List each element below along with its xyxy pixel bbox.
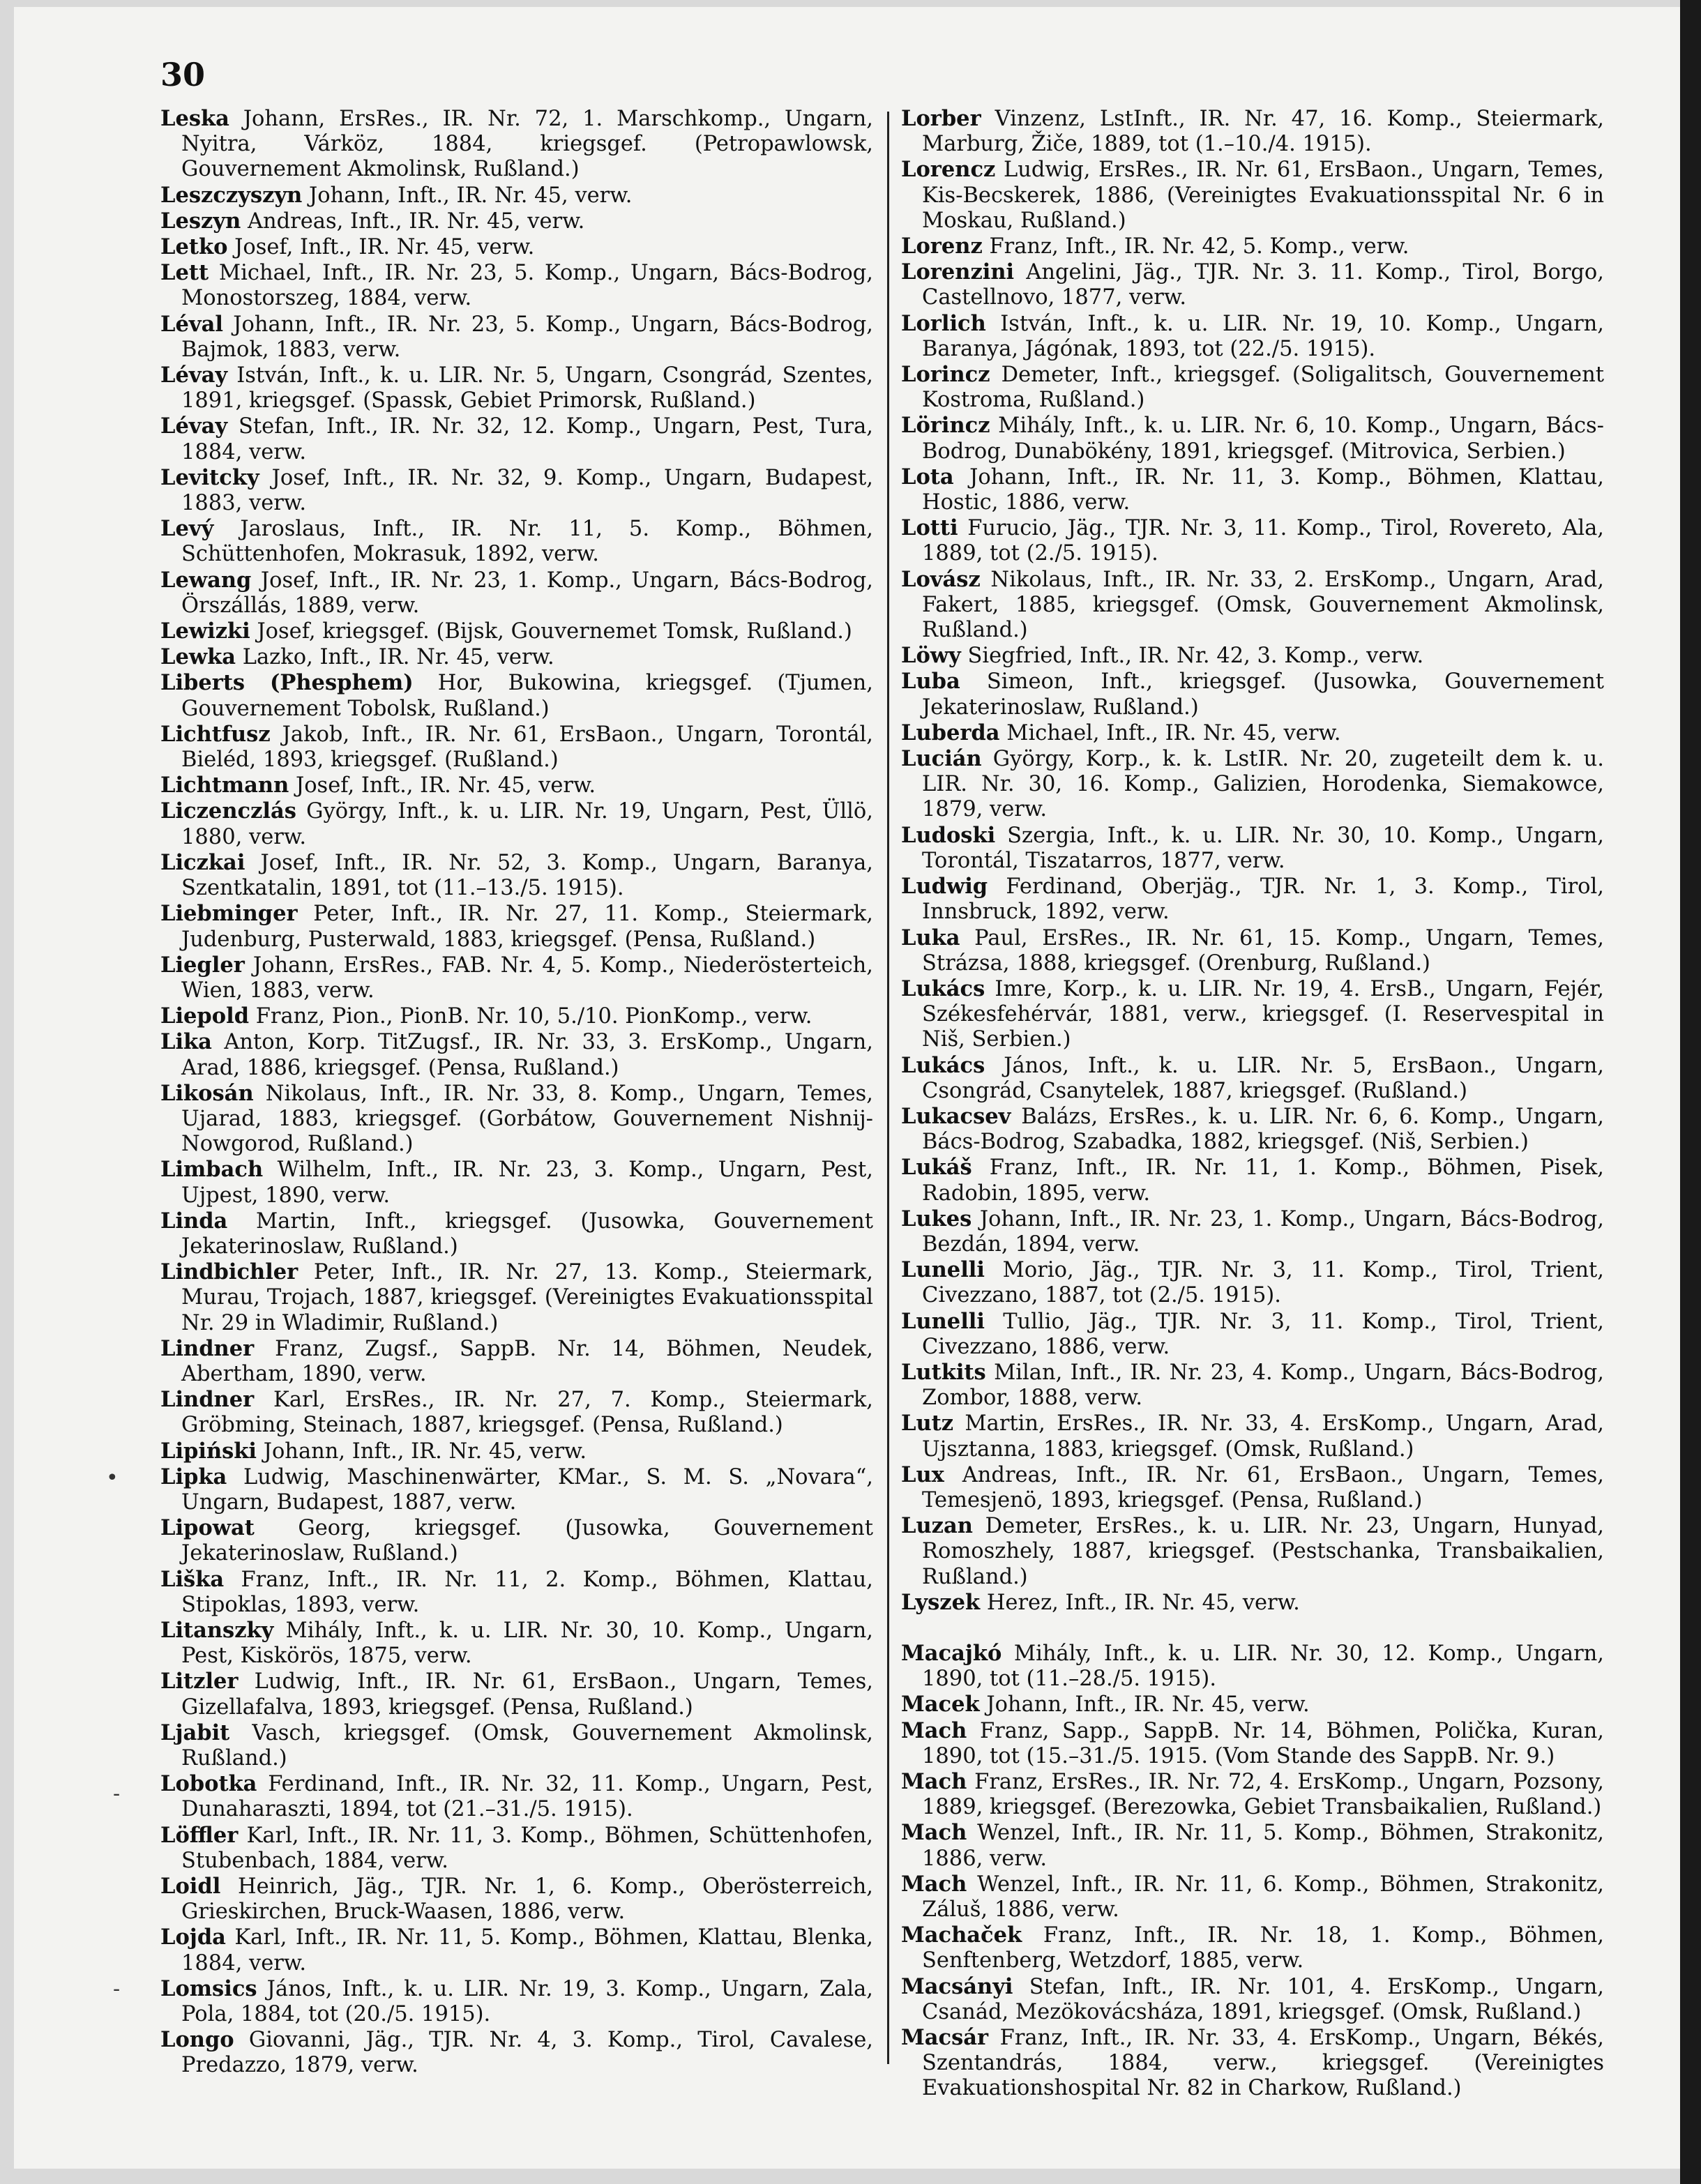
entry-surname: Lorlich [901,310,986,336]
entry-details: Johann, ErsRes., IR. Nr. 72, 1. Marschkomp., Ungarn, Nyitra, Várköz, 1884, kriegsgef. (Petropawlowsk, Gouvernement Akmolinsk, Rußland.) [181,107,874,182]
entry-details: Franz, Pion., PionB. Nr. 10, 5./10. PionKomp., verw. [255,1004,812,1029]
entry-surname: Luka [901,925,960,950]
entry-details: Balázs, ErsRes., k. u. LIR. Nr. 6, 6. Komp., Ungarn, Bács-Bodrog, Szabadka, 1882, kriegsgef. (Niš, Serbien.) [922,1104,1604,1155]
entry-details: György, Inft., k. u. LIR. Nr. 19, Ungarn, Pest, Üllö, 1880, verw. [181,799,873,849]
entry-surname: Lukes [901,1206,972,1231]
register-entry [160,2027,873,2078]
register-entry [160,1259,873,1336]
register-entry [160,1720,873,1771]
entry-details: Imre, Korp., k. u. LIR. Nr. 19, 4. ErsB., Ungarn, Fejér, Székesfehérvár, 1881, verw., kriegsgef. (I. Reservespital in Niš, Serbien.) [922,976,1604,1052]
register-entry [901,1923,1604,1973]
register-entry [160,1464,873,1515]
entry-details: Mihály, Inft., k. u. LIR. Nr. 30, 10. Komp., Ungarn, Pest, Kiskörös, 1875, verw. [181,1618,874,1669]
register-entry [160,312,873,363]
register-entry [160,106,873,183]
entry-surname: Ludoski [901,822,996,848]
register-entry [160,1029,873,1080]
entry-details: Jakob, Inft., IR. Nr. 61, ErsBaon., Ungarn, Torontál, Bieléd, 1893, kriegsgef. (Rußland.) [181,722,873,773]
register-entry [901,720,1604,746]
register-entry [901,2025,1604,2102]
entry-surname: Lorencz [901,157,996,183]
entry-details: Josef, Inft., IR. Nr. 45, verw. [295,773,596,798]
register-entry [160,619,873,644]
entry-surname: Luzan [901,1513,973,1539]
entry-surname: Lobotka [160,1771,257,1797]
entry-surname: Lotti [901,515,958,541]
entry-details: Josef, Inft., IR. Nr. 45, verw. [234,235,535,260]
register-entry [901,1104,1604,1155]
register-entry [901,1590,1604,1616]
entry-details: Andreas, Inft., IR. Nr. 45, verw. [247,208,585,234]
entry-details: Johann, Inft., IR. Nr. 23, 5. Komp., Ungarn, Bács-Bodrog, Bajmok, 1883, verw. [181,312,873,362]
entry-surname: Lukács [901,976,985,1001]
register-entry [160,773,873,798]
register-entry [160,1208,873,1259]
entry-details: Ludwig, ErsRes., IR. Nr. 61, ErsBaon., Ungarn, Temes, Kis-Becskerek, 1886, (Vereinigtes Evakuationsspital Nr. 6 in Moskau, Rußland.) [922,158,1604,233]
entry-surname: Lichtmann [160,773,289,798]
register-entry [160,1823,873,1874]
entry-surname: Lomsics [160,1976,257,2001]
register-entry [160,465,873,516]
entry-details: Szergia, Inft., k. u. LIR. Nr. 30, 10. Komp., Ungarn, Torontál, Tiszatarros, 1877, verw. [922,823,1604,873]
entry-details: Franz, Inft., IR. Nr. 18, 1. Komp., Böhmen, Senftenberg, Wetzdorf, 1885, verw. [922,1923,1604,1973]
entry-details: Johann, Inft., IR. Nr. 23, 1. Komp., Ungarn, Bács-Bodrog, Bezdán, 1894, verw. [922,1206,1604,1257]
entry-details: Morio, Jäg., TJR. Nr. 3, 11. Komp., Tirol, Trient, Civezzano, 1887, tot (2./5. 1915). [922,1258,1604,1308]
entry-details: Ferdinand, Inft., IR. Nr. 32, 11. Komp., Ungarn, Pest, Dunaharaszti, 1894, tot (21.–31./5. 1915). [181,1772,873,1822]
register-entry [901,976,1604,1053]
register-entry [160,568,873,619]
register-entry [901,234,1604,259]
entry-details: Johann, Inft., IR. Nr. 45, verw. [309,183,633,208]
entry-details: Franz, Zugsf., SappB. Nr. 14, Böhmen, Neudek, Abertham, 1890, verw. [181,1336,873,1386]
entry-surname: Levý [160,516,214,542]
register-entry [901,1718,1604,1769]
entry-surname: Lukáš [901,1155,972,1181]
entry-surname: Lindbichler [160,1259,298,1285]
register-entry [160,234,873,260]
entry-surname: Lutz [901,1411,954,1436]
entry-surname: Lindner [160,1387,255,1413]
register-entry [160,516,873,567]
entry-surname: Ljabit [160,1720,230,1745]
register-entry [901,106,1604,157]
register-entry [160,1567,873,1618]
entry-surname: Liepold [160,1003,250,1029]
register-entry [160,1669,873,1720]
entry-details: Mihály, Inft., k. u. LIR. Nr. 6, 10. Komp., Ungarn, Bács-Bodrog, Dunabökény, 1891, kriegsgef. (Mitrovica, Serbien.) [922,414,1604,464]
entry-details: Hor, Bukowina, kriegsgef. (Tjumen, Gouvernement Tobolsk, Rußland.) [181,671,874,721]
entry-surname: Leska [160,106,229,131]
entry-surname: Lika [160,1029,212,1055]
entry-surname: Ludwig [901,874,988,900]
register-entry [901,1360,1604,1411]
register-entry [160,363,873,414]
register-entry [901,157,1604,234]
register-entry [901,874,1604,925]
entry-surname: Lipowat [160,1515,255,1541]
entry-details: Nikolaus, Inft., IR. Nr. 33, 2. ErsKomp., Ungarn, Arad, Fakert, 1885, kriegsgef. (Omsk, Gouvernement Akmolinsk, Rußland.) [922,567,1604,643]
register-entry [901,925,1604,976]
entry-details: Andreas, Inft., IR. Nr. 61, ErsBaon., Ungarn, Temes, Temesjenö, 1893, kriegsgef. (Pensa, Rußland.) [922,1462,1604,1512]
entry-details: Georg, kriegsgef. (Jusowka, Gouvernement Jekaterinoslaw, Rußland.) [181,1516,873,1566]
entry-details: Peter, Inft., IR. Nr. 27, 11. Komp., Steiermark, Judenburg, Pusterwald, 1883, kriegsgef. (Pensa, Rußland.) [181,902,873,952]
entry-surname: Litanszky [160,1617,274,1643]
entry-surname: Lunelli [901,1308,985,1334]
entry-surname: Likosán [160,1080,254,1106]
register-entry [160,260,873,311]
entry-surname: Linda [160,1208,228,1234]
entry-details: Siegfried, Inft., IR. Nr. 42, 3. Komp., verw. [967,644,1424,669]
register-entry [901,1974,1604,2025]
entry-details: Johann, Inft., IR. Nr. 45, verw. [263,1439,587,1464]
entry-details: Mihály, Inft., k. u. LIR. Nr. 30, 12. Komp., Ungarn, 1890, tot (11.–28./5. 1915). [922,1641,1604,1692]
entry-surname: Lipiński [160,1438,257,1464]
register-entry [160,722,873,773]
entry-surname: Lörincz [901,413,990,439]
register-entry [901,746,1604,823]
entry-details: Stefan, Inft., IR. Nr. 101, 4. ErsKomp., Ungarn, Csanád, Mezökovácsháza, 1891, kriegsgef. (Omsk, Rußland.) [922,1974,1604,2024]
register-entry [160,901,873,952]
entry-details: Ludwig, Inft., IR. Nr. 61, ErsBaon., Ungarn, Temes, Gizellafalva, 1893, kriegsgef. (Pensa, Rußland.) [181,1669,873,1720]
entry-details: Lazko, Inft., IR. Nr. 45, verw. [242,645,554,670]
entry-surname: Löwy [901,643,961,669]
entry-surname: Lorincz [901,362,990,388]
entry-surname: Lux [901,1462,944,1487]
entry-surname: Lorenz [901,234,983,259]
register-entry [160,850,873,901]
register-entry [160,1618,873,1669]
entry-details: Michael, Inft., IR. Nr. 45, verw. [1006,720,1341,745]
entry-surname: Macsányi [901,1973,1013,1999]
entry-surname: Lyszek [901,1589,981,1615]
entry-details: Demeter, ErsRes., k. u. LIR. Nr. 23, Ungarn, Hunyad, Romoszhely, 1887, kriegsgef. (Pestschanka, Transbaikalien, Rußland.) [922,1514,1605,1589]
entry-surname: Luba [901,669,960,695]
entry-surname: Lukács [901,1052,985,1078]
entry-details: Ferdinand, Oberjäg., TJR. Nr. 1, 3. Komp., Tirol, Innsbruck, 1892, verw. [922,874,1604,925]
entry-details: Milan, Inft., IR. Nr. 23, 4. Komp., Ungarn, Bács-Bodrog, Zombor, 1888, verw. [922,1360,1604,1411]
entry-details: Johann, Inft., IR. Nr. 45, verw. [986,1692,1310,1717]
register-entry [160,798,873,849]
entry-surname: Macsár [901,2025,989,2051]
entry-details: Simeon, Inft., kriegsgef. (Jusowka, Gouvernement Jekaterinoslaw, Rußland.) [922,669,1604,720]
entry-surname: Lévay [160,363,228,388]
register-entry [901,1513,1604,1590]
entry-details: Josef, Inft., IR. Nr. 52, 3. Komp., Ungarn, Baranya, Szentkatalin, 1891, tot (11.–13./5. 1915). [181,850,873,901]
entry-surname: Mach [901,1769,967,1794]
entry-details: Paul, ErsRes., IR. Nr. 61, 15. Komp., Ungarn, Temes, Strázsa, 1888, kriegsgef. (Orenburg, Rußland.) [922,925,1604,976]
register-entry [160,1387,873,1438]
entry-details: István, Inft., k. u. LIR. Nr. 19, 10. Komp., Ungarn, Baranya, Jágónak, 1893, tot (22./5. 1915). [922,311,1604,361]
entry-details: Franz, Inft., IR. Nr. 42, 5. Komp., verw. [989,234,1409,259]
register-entry [160,1925,873,1976]
register-entry [901,259,1604,310]
document-page [14,7,1681,2169]
entry-details: Karl, ErsRes., IR. Nr. 27, 7. Komp., Steiermark, Gröbming, Steinach, 1887, kriegsgef. (Pensa, Rußland.) [181,1388,873,1438]
entry-surname: Limbach [160,1157,264,1183]
register-entry [901,1053,1604,1104]
register-entry [160,1771,873,1822]
entry-surname: Lewka [160,644,236,670]
register-entry [160,1336,873,1387]
entry-details: Heinrich, Jäg., TJR. Nr. 1, 6. Komp., Oberösterreich, Grieskirchen, Bruck-Waasen, 1886, verw. [181,1874,873,1925]
entry-details: Franz, Inft., IR. Nr. 11, 1. Komp., Böhmen, Pisek, Radobin, 1895, verw. [922,1155,1604,1206]
register-entry [901,1872,1604,1923]
entry-surname: Lutkits [901,1359,986,1385]
entry-details: Karl, Inft., IR. Nr. 11, 5. Komp., Böhmen, Klattau, Blenka, 1884, verw. [181,1925,873,1976]
entry-details: Ludwig, Maschinenwärter, KMar., S. M. S. „Novara“, Ungarn, Budapest, 1887, verw. [181,1464,873,1515]
entry-surname: Macajkó [901,1640,1002,1666]
register-entry [901,1257,1604,1308]
entry-details: Franz, Sapp., SappB. Nr. 14, Böhmen, Polička, Kuran, 1890, tot (15.–31./5. 1915. (Vom Stande des SappB. Nr. 9.) [922,1718,1604,1768]
entry-details: Vinzenz, LstInft., IR. Nr. 47, 16. Komp., Steiermark, Marburg, Žiče, 1889, tot (1.–10./4. 1915). [922,107,1604,157]
margin-dot: - [113,1782,121,1806]
entry-surname: Lett [160,260,209,286]
register-entry [160,670,873,721]
entry-surname: Liczkai [160,849,245,875]
register-entry [901,1462,1604,1513]
register-entry [160,208,873,234]
entry-surname: Litzler [160,1669,239,1694]
entry-details: János, Inft., k. u. LIR. Nr. 5, ErsBaon., Ungarn, Csongrád, Csanytelek, 1887, kriegsgef. (Rußland.) [922,1053,1604,1103]
entry-details: György, Korp., k. k. LstIR. Nr. 20, zugeteilt dem k. u. LIR. Nr. 30, 16. Komp., Galizien, Horodenka, Siemakowce, 1879, verw. [922,747,1604,822]
entry-details: Wenzel, Inft., IR. Nr. 11, 6. Komp., Böhmen, Strakonitz, Záluš, 1886, verw. [922,1872,1604,1923]
entry-surname: Lojda [160,1925,226,1950]
register-entry [901,643,1604,669]
entry-details: Franz, ErsRes., IR. Nr. 72, 4. ErsKomp., Ungarn, Pozsony, 1889, kriegsgef. (Berezowka, Gebiet Transbaikalien, Rußland.) [922,1770,1604,1820]
register-entry [901,669,1604,720]
entry-surname: Lewang [160,567,252,593]
entry-details: Johann, ErsRes., FAB. Nr. 4, 5. Komp., Niederösterteich, Wien, 1883, verw. [181,953,873,1003]
entry-surname: Leszczyszyn [160,182,303,208]
entry-surname: Macek [901,1692,980,1717]
entry-surname: Lota [901,464,954,490]
entry-surname: Machaček [901,1923,1022,1948]
entry-surname: Leszyn [160,208,241,234]
register-entry [160,1515,873,1566]
register-entry [901,413,1604,464]
left-column [160,106,873,2079]
register-entry [901,1641,1604,1692]
register-entry [901,515,1604,566]
entry-details: Jaroslaus, Inft., IR. Nr. 11, 5. Komp., Böhmen, Schüttenhofen, Mokrasuk, 1892, verw. [181,517,873,567]
register-entry [160,414,873,464]
entry-details: Nikolaus, Inft., IR. Nr. 33, 8. Komp., Ungarn, Temes, Ujarad, 1883, kriegsgef. (Gorbátow, Gouvernement Nishnij-Nowgorod, Rußland.) [181,1081,873,1157]
register-entry [901,1155,1604,1206]
register-entry [160,1157,873,1208]
entry-details: Herez, Inft., IR. Nr. 45, verw. [986,1590,1300,1615]
entry-details: Peter, Inft., IR. Nr. 27, 13. Komp., Steiermark, Murau, Trojach, 1887, kriegsgef. (Vereinigtes Evakuationsspital Nr. 29 in Wladimir, Rußland.) [181,1260,873,1335]
entry-surname: Lorenzini [901,259,1015,285]
entry-surname: Liška [160,1566,225,1592]
entry-details: Stefan, Inft., IR. Nr. 32, 12. Komp., Ungarn, Pest, Tura, 1884, verw. [181,414,873,464]
entry-details: Johann, Inft., IR. Nr. 11, 3. Komp., Böhmen, Klattau, Hostic, 1886, verw. [922,464,1604,515]
entry-surname: Lévay [160,414,228,439]
entry-surname: Mach [901,1871,967,1897]
column-divider [887,112,889,2064]
entry-surname: Liegler [160,952,245,978]
entry-details: Wenzel, Inft., IR. Nr. 11, 5. Komp., Böhmen, Strakonitz, 1886, verw. [922,1821,1604,1871]
entry-details: Franz, Inft., IR. Nr. 33, 4. ErsKomp., Ungarn, Békés, Szentandrás, 1884, verw., kriegsgef. (Vereinigtes Evakuationshospital Nr. 82 in Charkow, Rußland.) [922,2026,1604,2101]
entry-surname: Lindner [160,1335,255,1361]
entry-surname: Lovász [901,566,981,592]
entry-surname: Mach [901,1820,967,1846]
register-entry [901,1309,1604,1360]
register-entry [160,953,873,1003]
register-entry [160,1976,873,2027]
register-entry [901,1411,1604,1462]
register-entry [160,1003,873,1029]
entry-details: István, Inft., k. u. LIR. Nr. 5, Ungarn, Csongrád, Szentes, 1891, kriegsgef. (Spassk, Gebiet Primorsk, Rußland.) [181,363,873,414]
margin-dot: • [106,1466,119,1490]
entry-surname: Mach [901,1717,967,1743]
entry-surname: Liczenczlás [160,798,296,824]
entry-details: Vasch, kriegsgef. (Omsk, Gouvernement Akmolinsk, Rußland.) [181,1720,873,1770]
entry-details: Josef, Inft., IR. Nr. 23, 1. Komp., Ungarn, Bács-Bodrog, Örszállás, 1889, verw. [181,568,873,618]
entry-surname: Loidl [160,1874,221,1899]
entry-surname: Lucián [901,746,982,772]
margin-dot: - [113,1977,121,2001]
register-entry [160,644,873,670]
entry-details: Martin, ErsRes., IR. Nr. 33, 4. ErsKomp., Ungarn, Arad, Ujsztanna, 1883, kriegsgef. (Omsk, Rußland.) [922,1411,1604,1462]
entry-details: Josef, kriegsgef. (Bijsk, Gouvernemet Tomsk, Rußland.) [257,619,852,644]
entry-surname: Lorber [901,106,981,131]
entry-surname: Lunelli [901,1257,985,1283]
register-entry [901,1769,1604,1820]
register-entry [901,1206,1604,1257]
register-entry [901,311,1604,362]
entry-surname: Lukacsev [901,1103,1011,1129]
entry-details: Michael, Inft., IR. Nr. 23, 5. Komp., Ungarn, Bács-Bodrog, Monostorszeg, 1884, verw. [181,261,873,311]
entry-surname: Longo [160,2027,234,2053]
entry-surname: Léval [160,311,223,337]
entry-details: Giovanni, Jäg., TJR. Nr. 4, 3. Komp., Tirol, Cavalese, Predazzo, 1879, verw. [181,2028,873,2078]
register-entry [160,1874,873,1925]
entry-surname: Levitcky [160,464,259,490]
register-entry [160,1439,873,1464]
entry-details: Furucio, Jäg., TJR. Nr. 3, 11. Komp., Tirol, Rovereto, Ala, 1889, tot (2./5. 1915). [922,516,1604,566]
entry-surname: Luberda [901,720,1000,745]
register-entry [901,1692,1604,1717]
register-entry [160,1081,873,1158]
entry-surname: Lichtfusz [160,721,271,747]
entry-surname: Liberts (Phesphem) [160,670,414,696]
register-entry [901,567,1604,644]
page-edge-shadow [1680,0,1701,2184]
entry-details: Angelini, Jäg., TJR. Nr. 3. 11. Komp., Tirol, Borgo, Castellnovo, 1877, verw. [922,260,1604,310]
entry-details: Demeter, Inft., kriegsgef. (Soligalitsch, Gouvernement Kostroma, Rußland.) [922,363,1604,413]
register-entry [901,1820,1604,1871]
entry-details: Anton, Korp. TitZugsf., IR. Nr. 33, 3. ErsKomp., Ungarn, Arad, 1886, kriegsgef. (Pensa, Rußland.) [181,1030,873,1080]
register-entry [901,823,1604,874]
register-entry [901,464,1604,515]
register-entry [901,362,1604,413]
entry-surname: Lipka [160,1464,227,1489]
right-column [901,106,1604,2102]
entry-details: Martin, Inft., kriegsgef. (Jusowka, Gouvernement Jekaterinoslaw, Rußland.) [181,1208,873,1259]
page-number: 30 [160,56,206,93]
entry-surname: Liebminger [160,901,298,927]
register-entry [160,183,873,208]
entry-surname: Lewizki [160,619,250,644]
entry-surname: Löffler [160,1822,239,1848]
entry-details: János, Inft., k. u. LIR. Nr. 19, 3. Komp., Ungarn, Zala, Pola, 1884, tot (20./5. 1915). [181,1976,873,2027]
entry-details: Wilhelm, Inft., IR. Nr. 23, 3. Komp., Ungarn, Pest, Ujpest, 1890, verw. [181,1158,873,1208]
entry-details: Karl, Inft., IR. Nr. 11, 3. Komp., Böhmen, Schüttenhofen, Stubenbach, 1884, verw. [181,1823,873,1873]
entry-details: Josef, Inft., IR. Nr. 32, 9. Komp., Ungarn, Budapest, 1883, verw. [181,465,873,516]
entry-details: Franz, Inft., IR. Nr. 11, 2. Komp., Böhmen, Klattau, Stipoklas, 1893, verw. [181,1567,873,1617]
entry-surname: Letko [160,234,228,260]
entry-details: Tullio, Jäg., TJR. Nr. 3, 11. Komp., Tirol, Trient, Civezzano, 1886, verw. [922,1309,1604,1359]
